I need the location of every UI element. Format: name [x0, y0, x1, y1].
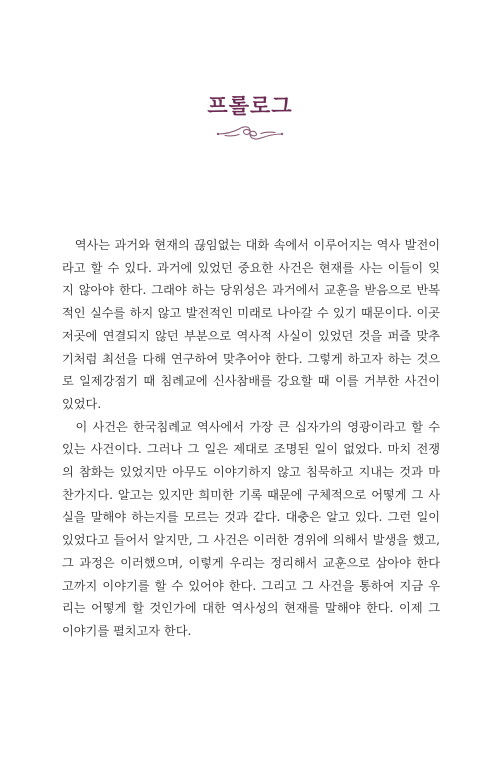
text-line: 고까지 이야기를 할 수 있어야 한다. 그리고 그 사건을 통하여 지금 우 [62, 578, 440, 593]
text-line: 찬가지다. 알고는 있지만 희미한 기록 때문에 구체적으로 어떻게 그 사 [62, 487, 440, 502]
text-line: 저곳에 연결되지 않던 부분으로 역사적 사실이 있었던 것을 퍼즐 맞추 [62, 328, 440, 343]
text-line: 있었다고 들어서 알지만, 그 사건은 이러한 경위에 의해서 발생을 했고, [62, 533, 440, 548]
text-line: 그 과정은 이러했으며, 이렇게 우리는 정리해서 교훈으로 삼아야 한다 [62, 555, 440, 570]
text-line: 있었다. [62, 396, 102, 411]
text-line: 실을 말해야 하는지를 모르는 것과 같다. 대충은 알고 있다. 그런 일이 [62, 510, 440, 525]
page-title: 프롤로그 [207, 93, 293, 118]
text-line: 적인 실수를 하지 않고 발전적인 미래로 나아갈 수 있기 때문이다. 이곳 [62, 306, 440, 321]
text-line: 리는 어떻게 할 것인가에 대한 역사성의 현재를 말해야 한다. 이제 그 [62, 601, 440, 616]
text-line: 있는 사건이다. 그러나 그 일은 제대로 조명된 일이 없었다. 마치 전쟁 [62, 442, 440, 457]
text-line: 역사는 과거와 현재의 끊임없는 대화 속에서 이루어지는 역사 발전이 [62, 238, 440, 252]
flourish-ornament-icon [215, 121, 285, 143]
text-line: 이야기를 펼치고자 한다. [62, 623, 192, 638]
text-line: 지 않아야 한다. 그래야 하는 당위성은 과거에서 교훈을 받음으로 반복 [62, 283, 440, 298]
text-line: 기처럼 최선을 다해 연구하여 맞추어야 한다. 그렇게 하고자 하는 것으 [62, 351, 440, 366]
text-line: 로 일제강점기 때 침례교에 신사참배를 강요할 때 이를 거부한 사건이 [62, 374, 440, 389]
prologue-body [62, 234, 440, 643]
paragraph [62, 416, 440, 643]
text-line: 의 참화는 있었지만 아무도 이야기하지 않고 침묵하고 지내는 것과 마 [62, 465, 440, 480]
text-line: 이 사건은 한국침례교 역사에서 가장 큰 십자가의 영광이라고 할 수 [62, 419, 440, 434]
text-line: 라고 할 수 있다. 과거에 있었던 중요한 사건은 현재를 사는 이들이 잊 [62, 260, 440, 275]
paragraph [62, 234, 440, 416]
